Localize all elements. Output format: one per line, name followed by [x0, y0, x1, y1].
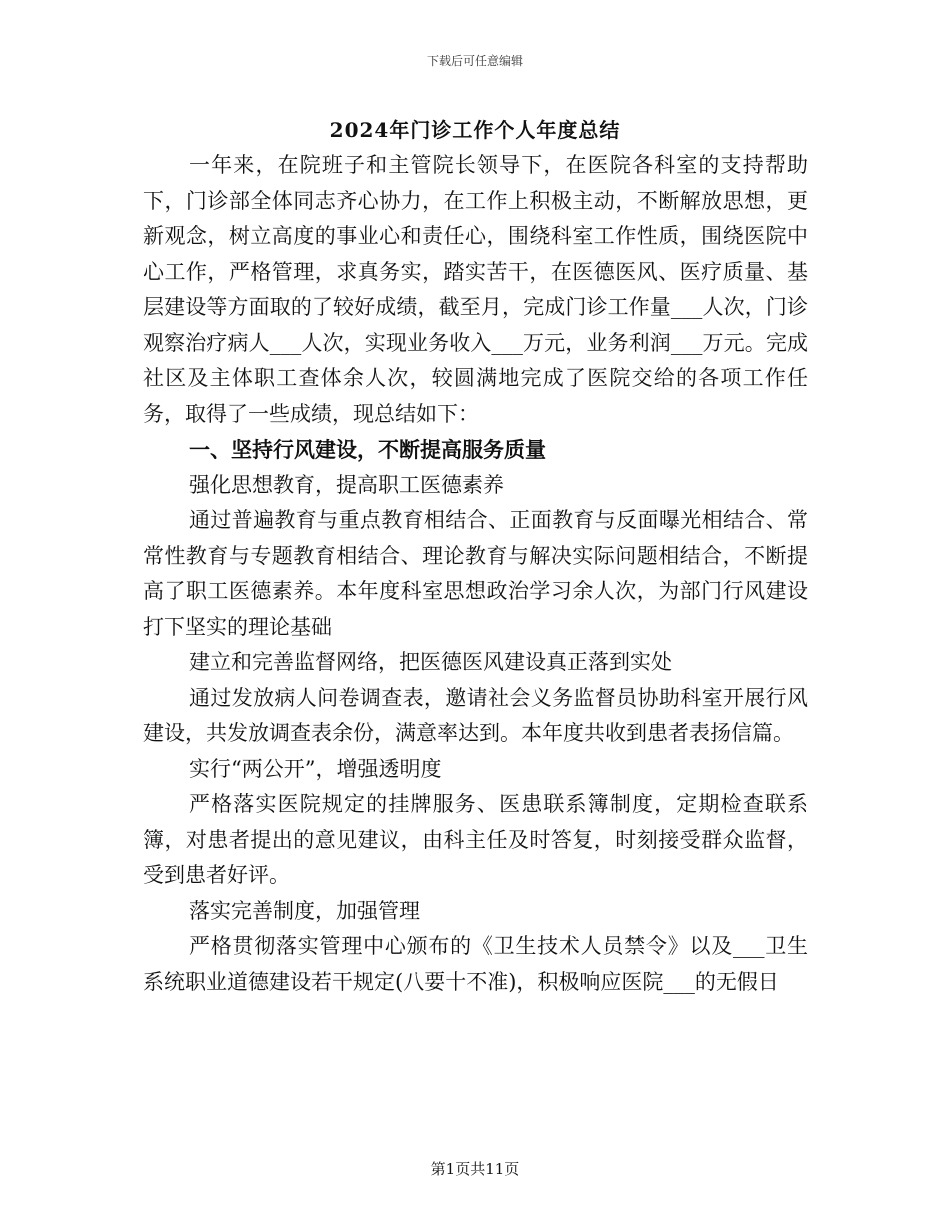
- section-heading-1: 一、坚持行风建设，不断提高服务质量: [189, 437, 546, 462]
- body-paragraph-3: 严格落实医院规定的挂牌服务、医患联系簿制度，定期检查联系簿，对患者提出的意见建议，由科主任及时答复，时刻接受群众监督，受到患者好评。: [143, 792, 808, 887]
- body-paragraph-4: 严格贯彻落实管理中心颁布的《卫生技术人员禁令》以及___卫生系统职业道德建设若干规定(八要十不准)，积极响应医院___的无假日: [143, 934, 808, 994]
- body-paragraph-2: 通过发放病人问卷调查表，邀请社会义务监督员协助科室开展行风建设，共发放调查表余份，满意率达到。本年度共收到患者表扬信篇。: [143, 685, 808, 745]
- subheading-2: 建立和完善监督网络，把医德医风建设真正落到实处: [189, 650, 672, 674]
- subheading-1: 强化思想教育，提高职工医德素养: [189, 472, 504, 497]
- document-body: [143, 148, 808, 1000]
- subheading-3: 实行“两公开”，增强透明度: [189, 756, 442, 781]
- page-header-note: 下载后可任意编辑: [426, 54, 523, 68]
- subheading-4: 落实完善制度，加强管理: [189, 898, 420, 923]
- document-title: 2024年门诊工作个人年度总结: [329, 118, 621, 142]
- body-paragraph-1: 通过普遍教育与重点教育相结合、正面教育与反面曝光相结合、常常性教育与专题教育相结合、理论教育与解决实际问题相结合，不断提高了职工医德素养。本年度科室思想政治学习余人次，为部门行风建设打下坚实的理论基础: [143, 508, 808, 639]
- intro-paragraph: 一年来，在院班子和主管院长领导下，在医院各科室的支持帮助下，门诊部全体同志齐心协力，在工作上积极主动，不断解放思想，更新观念，树立高度的事业心和责任心，围绕科室工作性质，围绕医院中心工作，严格管理，求真务实，踏实苦干，在医德医风、医疗质量、基层建设等方面取的了较好成绩，截至月，完成门诊工作量___人次，门诊观察治疗病人___人次，实现业务收入___万元，业务利润___万元。完成社区及主体职工查体余人次，较圆满地完成了医院交给的各项工作任务，取得了一些成绩，现总结如下：: [143, 153, 808, 426]
- page-footer: 第1页共11页: [430, 1160, 520, 1178]
